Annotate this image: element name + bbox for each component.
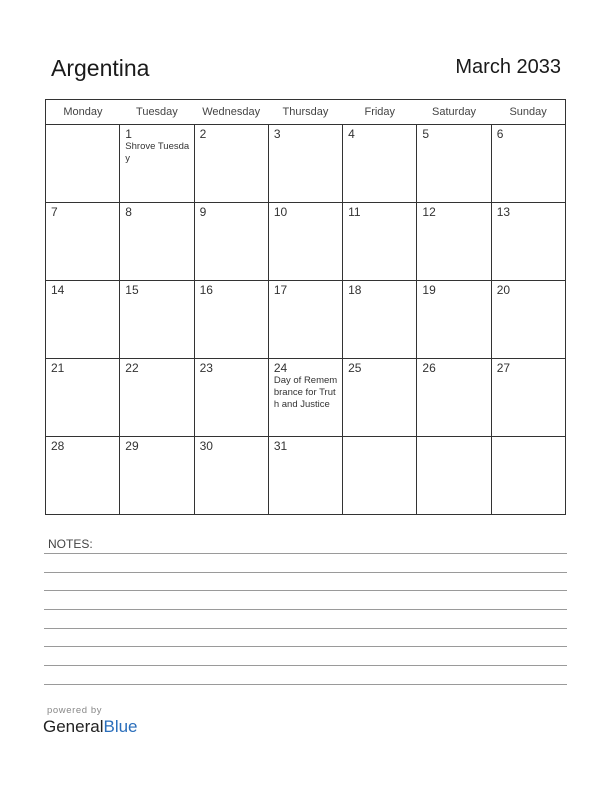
week-row: [46, 437, 566, 515]
day-number: 14: [51, 283, 65, 297]
country-title: Argentina: [51, 55, 150, 81]
day-cell: [194, 203, 268, 281]
generalblue-logo: [43, 717, 138, 737]
day-number: 26: [422, 361, 436, 375]
day-number: 10: [273, 205, 288, 219]
day-cell: [120, 203, 194, 281]
event-label: Day of Remembrance for Truth and Justice: [273, 375, 338, 410]
day-number: 25: [348, 361, 362, 375]
day-number: 6: [496, 127, 504, 141]
day-number: 11: [348, 205, 361, 219]
note-line: [44, 684, 567, 685]
day-cell: [417, 203, 491, 281]
day-cell: [417, 281, 491, 359]
note-line: [44, 628, 567, 629]
day-number: 13: [496, 205, 511, 219]
day-cell: [491, 203, 565, 281]
day-cell: [46, 437, 120, 515]
day-cell: [343, 125, 417, 203]
day-number: 30: [199, 439, 213, 453]
day-number: [46, 125, 119, 127]
day-number: 19: [422, 283, 436, 297]
brand-name-part2: Blue: [103, 717, 138, 736]
day-number: 31: [273, 439, 288, 453]
weekday-header: Friday: [343, 100, 417, 125]
day-cell: [491, 281, 565, 359]
weekday-header-row: [46, 100, 566, 125]
day-cell: [194, 359, 268, 437]
day-cell: [417, 125, 491, 203]
month-year-title: March 2033: [455, 56, 561, 78]
weekday-header: Monday: [46, 100, 120, 125]
day-cell: [46, 125, 120, 203]
day-cell: [194, 281, 268, 359]
day-cell: [46, 203, 120, 281]
day-number: 5: [422, 127, 430, 141]
day-number: 27: [496, 361, 511, 375]
event-label: Shrove Tuesday: [125, 141, 190, 164]
day-cell: [268, 437, 342, 515]
day-number: 7: [51, 205, 58, 219]
day-cell: [343, 281, 417, 359]
note-line: [44, 646, 567, 647]
day-number: 3: [273, 127, 281, 141]
day-cell: [491, 125, 565, 203]
day-cell: [268, 203, 342, 281]
day-cell: [268, 281, 342, 359]
weekday-header: Thursday: [268, 100, 342, 125]
weekday-header: Saturday: [417, 100, 491, 125]
day-cell: [120, 437, 194, 515]
day-number: 24: [273, 361, 288, 375]
day-cell: [194, 125, 268, 203]
day-number: 8: [125, 205, 132, 219]
day-number: [343, 437, 416, 439]
weekday-header: Wednesday: [194, 100, 268, 125]
day-cell: [194, 437, 268, 515]
day-number: 28: [51, 439, 65, 453]
day-cell: [417, 437, 491, 515]
day-number: 15: [125, 283, 139, 297]
day-number: 9: [199, 205, 207, 219]
day-number: 2: [199, 127, 207, 141]
day-cell: [491, 437, 565, 515]
note-line: [44, 590, 567, 591]
day-number: 12: [422, 205, 436, 219]
week-row: [46, 359, 566, 437]
day-cell: [46, 281, 120, 359]
note-line: [44, 665, 567, 666]
note-line: [44, 572, 567, 573]
day-number: 29: [125, 439, 139, 453]
note-line: [44, 553, 567, 554]
day-number: 1: [125, 127, 132, 141]
day-number: 20: [496, 283, 511, 297]
day-number: 18: [348, 283, 362, 297]
day-number: 16: [199, 283, 213, 297]
notes-label: NOTES:: [48, 537, 93, 551]
week-row: [46, 125, 566, 203]
day-cell: [120, 359, 194, 437]
powered-by-text: powered by: [47, 705, 103, 716]
day-number: 21: [51, 361, 65, 375]
day-number: [417, 437, 490, 439]
day-cell: [343, 359, 417, 437]
day-cell: [491, 359, 565, 437]
day-cell: [120, 281, 194, 359]
week-row: [46, 281, 566, 359]
brand-name-part1: General: [43, 717, 104, 736]
weekday-header: Tuesday: [120, 100, 194, 125]
note-line: [44, 609, 567, 610]
day-number: 22: [125, 361, 139, 375]
calendar-grid: [45, 99, 566, 515]
day-cell: [268, 125, 342, 203]
weekday-header: Sunday: [491, 100, 565, 125]
day-number: 17: [273, 283, 288, 297]
day-cell: [46, 359, 120, 437]
week-row: [46, 203, 566, 281]
day-cell: [268, 359, 342, 437]
day-cell: [417, 359, 491, 437]
day-number: 4: [348, 127, 355, 141]
day-cell: [120, 125, 194, 203]
day-number: [492, 437, 565, 439]
day-cell: [343, 203, 417, 281]
day-cell: [343, 437, 417, 515]
day-number: 23: [199, 361, 213, 375]
